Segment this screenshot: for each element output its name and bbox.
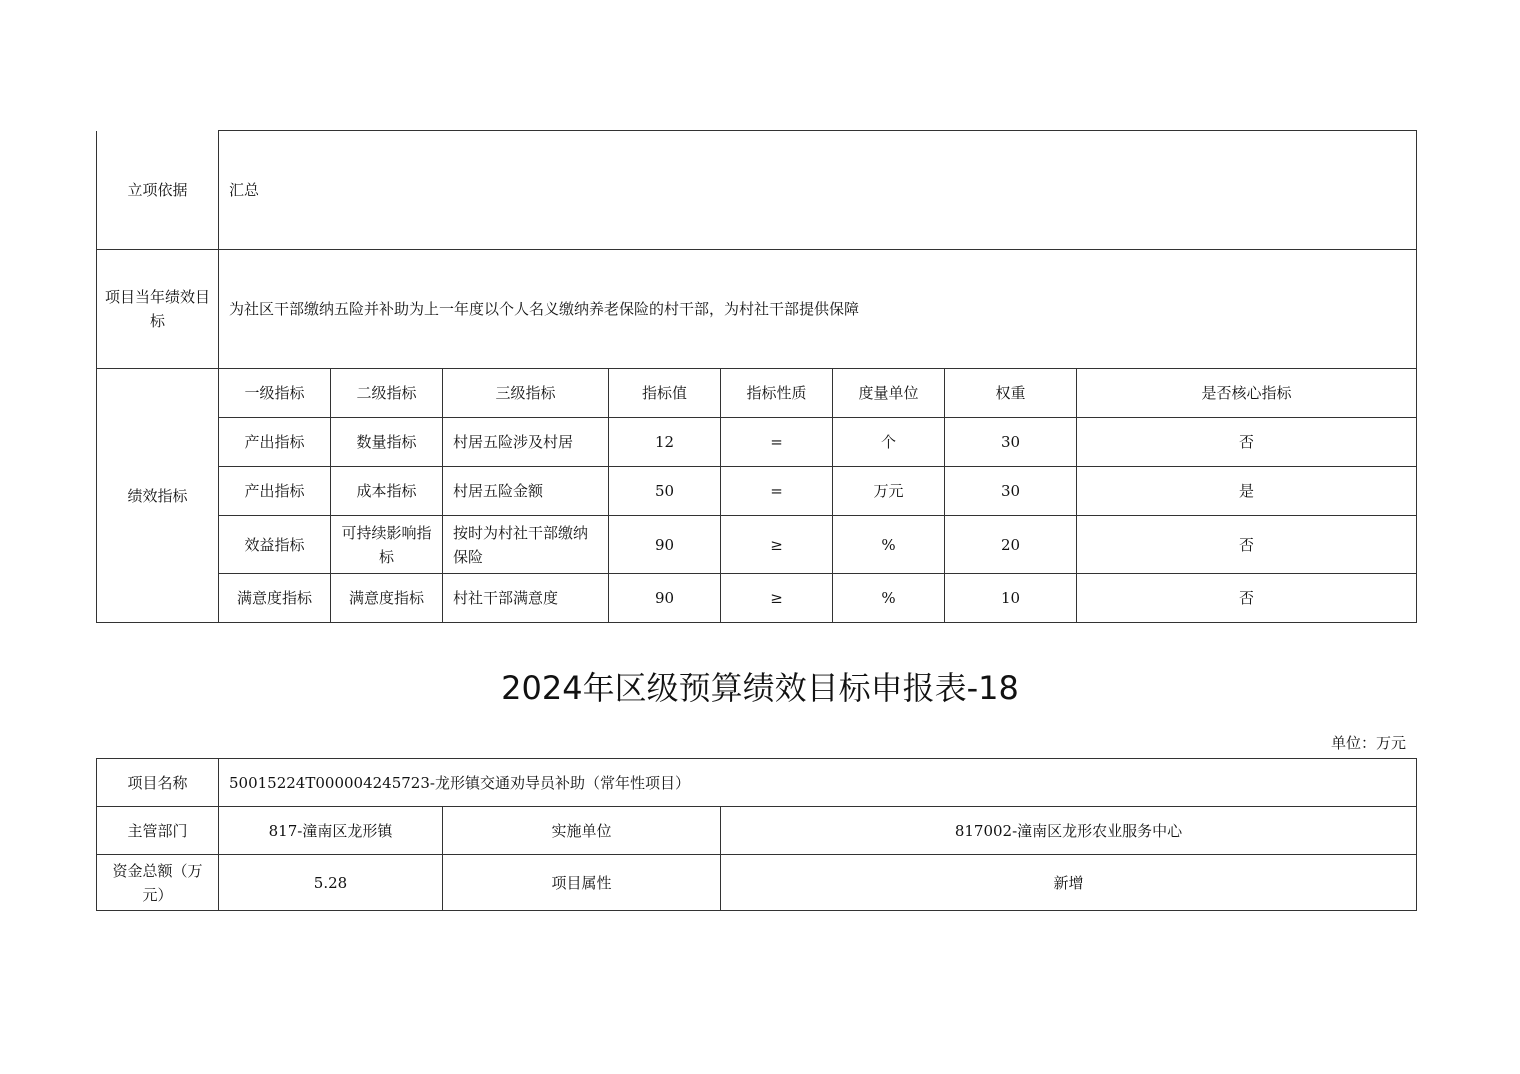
level1-cell: 产出指标 (219, 418, 331, 467)
table-row (97, 574, 1417, 623)
level1-cell: 产出指标 (219, 467, 331, 516)
level2-cell: 数量指标 (331, 418, 443, 467)
level3-cell: 按时为村社干部缴纳保险 (443, 516, 609, 574)
nature-cell: ≥ (721, 516, 833, 574)
project-name-value: 50015224T000004245723-龙形镇交通劝导员补助（常年性项目） (219, 759, 1417, 807)
core-cell: 否 (1077, 574, 1417, 623)
value-cell: 50 (609, 467, 721, 516)
level1-cell: 效益指标 (219, 516, 331, 574)
nature-cell: ≥ (721, 574, 833, 623)
header-cell: 指标性质 (721, 369, 833, 418)
impl-value: 817002-潼南区龙形农业服务中心 (721, 807, 1417, 855)
header-cell: 二级指标 (331, 369, 443, 418)
level3-cell: 村社干部满意度 (443, 574, 609, 623)
value-cell: 90 (609, 574, 721, 623)
weight-cell: 30 (945, 467, 1077, 516)
table-row (97, 467, 1417, 516)
level3-cell: 村居五险涉及村居 (443, 418, 609, 467)
table-row (97, 516, 1417, 574)
unit-label: 单位：万元 (1330, 734, 1406, 752)
level1-cell: 满意度指标 (219, 574, 331, 623)
attr-value: 新增 (721, 855, 1417, 911)
core-cell: 否 (1077, 516, 1417, 574)
project-info-table (96, 758, 1417, 911)
fund-label: 资金总额（万元） (97, 855, 219, 911)
weight-cell: 30 (945, 418, 1077, 467)
level2-cell: 满意度指标 (331, 574, 443, 623)
core-cell: 是 (1077, 467, 1417, 516)
header-cell: 一级指标 (219, 369, 331, 418)
impl-label: 实施单位 (443, 807, 721, 855)
unit-cell: % (833, 516, 945, 574)
header-cell: 三级指标 (443, 369, 609, 418)
value-cell: 12 (609, 418, 721, 467)
value-cell: 90 (609, 516, 721, 574)
level2-cell: 可持续影响指标 (331, 516, 443, 574)
performance-table (96, 130, 1417, 623)
header-cell: 是否核心指标 (1077, 369, 1417, 418)
dept-label: 主管部门 (97, 807, 219, 855)
level2-cell: 成本指标 (331, 467, 443, 516)
header-cell: 权重 (945, 369, 1077, 418)
unit-cell: 万元 (833, 467, 945, 516)
weight-cell: 10 (945, 574, 1077, 623)
nature-cell: = (721, 467, 833, 516)
level3-cell: 村居五险金额 (443, 467, 609, 516)
header-cell: 度量单位 (833, 369, 945, 418)
weight-cell: 20 (945, 516, 1077, 574)
unit-cell: % (833, 574, 945, 623)
project-name-label: 项目名称 (97, 759, 219, 807)
nature-cell: = (721, 418, 833, 467)
table-row (97, 418, 1417, 467)
fund-value: 5.28 (219, 855, 443, 911)
indicators-label: 绩效指标 (97, 369, 219, 623)
goal-label: 项目当年绩效目标 (97, 250, 219, 369)
unit-cell: 个 (833, 418, 945, 467)
page-title: 2024年区级预算绩效目标申报表-18 (501, 669, 1019, 707)
dept-value: 817-潼南区龙形镇 (219, 807, 443, 855)
attr-label: 项目属性 (443, 855, 721, 911)
core-cell: 否 (1077, 418, 1417, 467)
basis-label: 立项依据 (97, 131, 219, 250)
basis-value: 汇总 (219, 131, 1417, 250)
goal-value: 为社区干部缴纳五险并补助为上一年度以个人名义缴纳养老保险的村干部，为村社干部提供保障 (219, 250, 1417, 369)
header-cell: 指标值 (609, 369, 721, 418)
